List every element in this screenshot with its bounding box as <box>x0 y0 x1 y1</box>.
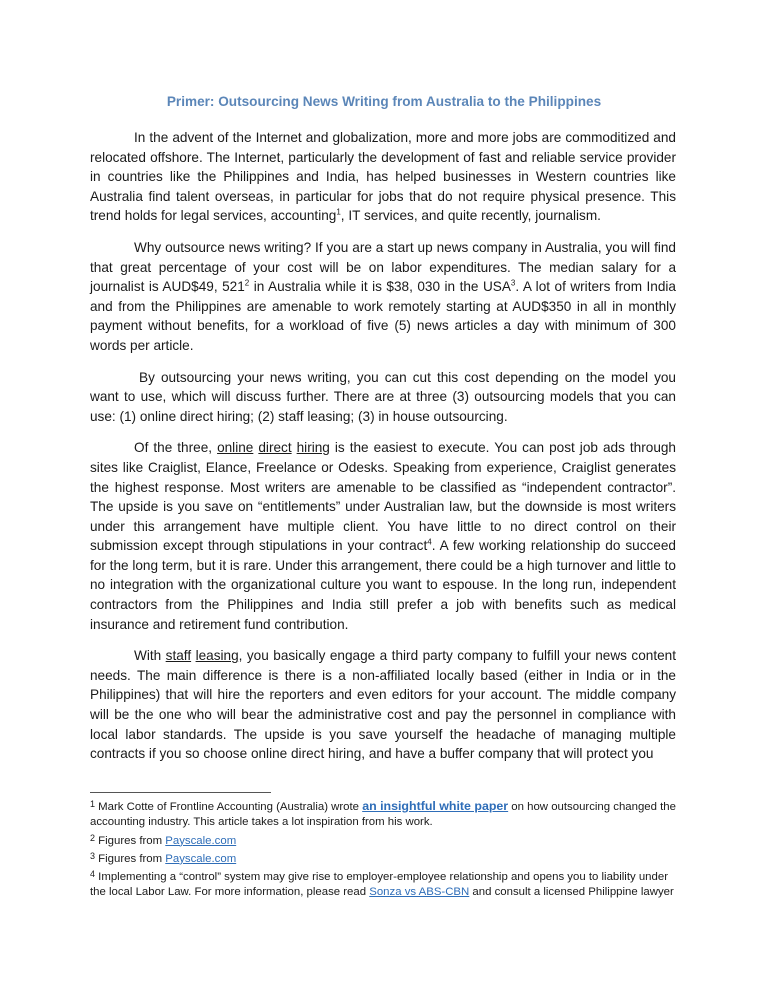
payscale-link[interactable]: Payscale.com <box>165 852 237 865</box>
paragraph-why-outsource <box>90 238 676 356</box>
footnote-text: Implementing a “control” system may give rise to employer-employee relationship and opens you to liability under the local Labor Law. For more information, please read <box>90 871 668 899</box>
footnote-number: 2 <box>90 832 96 843</box>
underlined-term: direct <box>258 440 292 456</box>
document-title: Primer: Outsourcing News Writing from Australia to the Philippines <box>166 94 602 109</box>
sonza-case-link[interactable]: Sonza vs ABS-CBN <box>369 886 470 899</box>
footnote-2 <box>90 831 680 849</box>
underlined-term: staff <box>165 648 192 664</box>
footnote-ref-2: 2 <box>244 278 250 288</box>
footnote-ref-4: 4 <box>427 537 432 547</box>
payscale-link[interactable]: Payscale.com <box>165 834 237 847</box>
paragraph-text: in Australia while it is $38, 030 in the USA <box>249 279 511 295</box>
paragraph-staff-leasing <box>90 646 676 764</box>
underlined-term: hiring <box>296 440 330 456</box>
paragraph-text: In the advent of the Internet and globalization, more and more jobs are commoditized and relocated offshore. The Internet, particularly the development of fast and reliable service provider in countries like the Philippines and India, has helped businesses in Western countries like Australia find talent overseas, in particular for jobs that do not require physical presence. This trend holds for legal services, accounting <box>90 130 676 224</box>
footnote-text: Figures from <box>95 834 166 847</box>
body-text <box>90 128 676 764</box>
footnote-divider <box>90 792 271 793</box>
paragraph-text: With <box>134 648 166 664</box>
footnote-ref-1: 1 <box>336 207 341 217</box>
footnote-1 <box>90 797 680 831</box>
paragraph-text: Of the three, <box>134 440 218 456</box>
white-paper-link[interactable]: an insightful white paper <box>362 799 509 813</box>
footnote-text: Figures from <box>95 852 166 865</box>
footnote-text: and consult a licensed Philippine lawyer <box>469 886 674 899</box>
paragraph-models <box>90 368 676 427</box>
paragraph-text: By outsourcing your news writing, you can cut this cost depending on the model you want to use, which will discuss further. There are at three (3) outsourcing models that you can use: (1) online direct hiring; (2) staff leasing; (3) in house outsourcing. <box>90 369 676 424</box>
footnote-number: 1 <box>90 799 96 809</box>
paragraph-text: , IT services, and quite recently, journalism. <box>340 208 601 224</box>
paragraph-text: . A lot of writers from India and from the Philippines are amenable to work remotely starting at AUD$350 in all in monthly payment without benefits, for a workload of five (5) news articles a day with minimum of 300 words per article. <box>90 279 676 353</box>
footnote-3 <box>90 849 680 867</box>
paragraph-direct-hiring <box>90 438 676 634</box>
underlined-term: online <box>217 440 254 456</box>
footnote-ref-3: 3 <box>510 278 516 288</box>
footnote-number: 4 <box>90 869 96 880</box>
paragraph-text: is the easiest to execute. You can post job ads through sites like Craiglist, Elance, Freelance or Odesks. Speaking from experience, Craiglist generates the highest response. Most writers are amenable to be classified as “independent contractor”. The upside is you save on “entitlements” under Australian law, but the downside is most writers under this arrangement have multiple client. You have little to no direct control on their submission except through stipulations in your contract <box>90 440 676 554</box>
paragraph-text: . A few working relationship do succeed for the long term, but it is rare. Under this arrangement, there could be a high turnover and little to no integration with the organizational culture you want to espouse. In the long run, independent contractors from the Philippines and India still prefer a job with benefits such as medical insurance and retirement fund contribution. <box>90 538 676 632</box>
paragraph-text: , you basically engage a third party company to fulfill your news content needs. The main difference is there is a non-affiliated locally based (either in India or in the Philippines) that will hire the reporters and even editors for your account. The middle company will be the one who will bear the administrative cost and pay the personnel in compliance with local labor standards. The upside is you save yourself the headache of managing multiple contracts if you so choose online direct hiring, and have a buffer company that will protect you <box>90 648 677 762</box>
footnote-text: Mark Cotte of Frontline Accounting (Australia) wrote <box>95 801 363 813</box>
underlined-term: leasing <box>195 648 239 664</box>
footnote-text: on how outsourcing changed the accounting industry. This article takes a lot inspiration from his work. <box>90 801 676 829</box>
footnote-number: 3 <box>90 850 96 861</box>
footnote-4 <box>90 867 680 901</box>
footnotes <box>90 797 680 901</box>
paragraph-text: Why outsource news writing? If you are a start up news company in Australia, you will find that great percentage of your cost will be on labor expenditures. The median salary for a journalist is AUD$49, 521 <box>90 239 676 295</box>
paragraph-intro <box>90 128 676 226</box>
